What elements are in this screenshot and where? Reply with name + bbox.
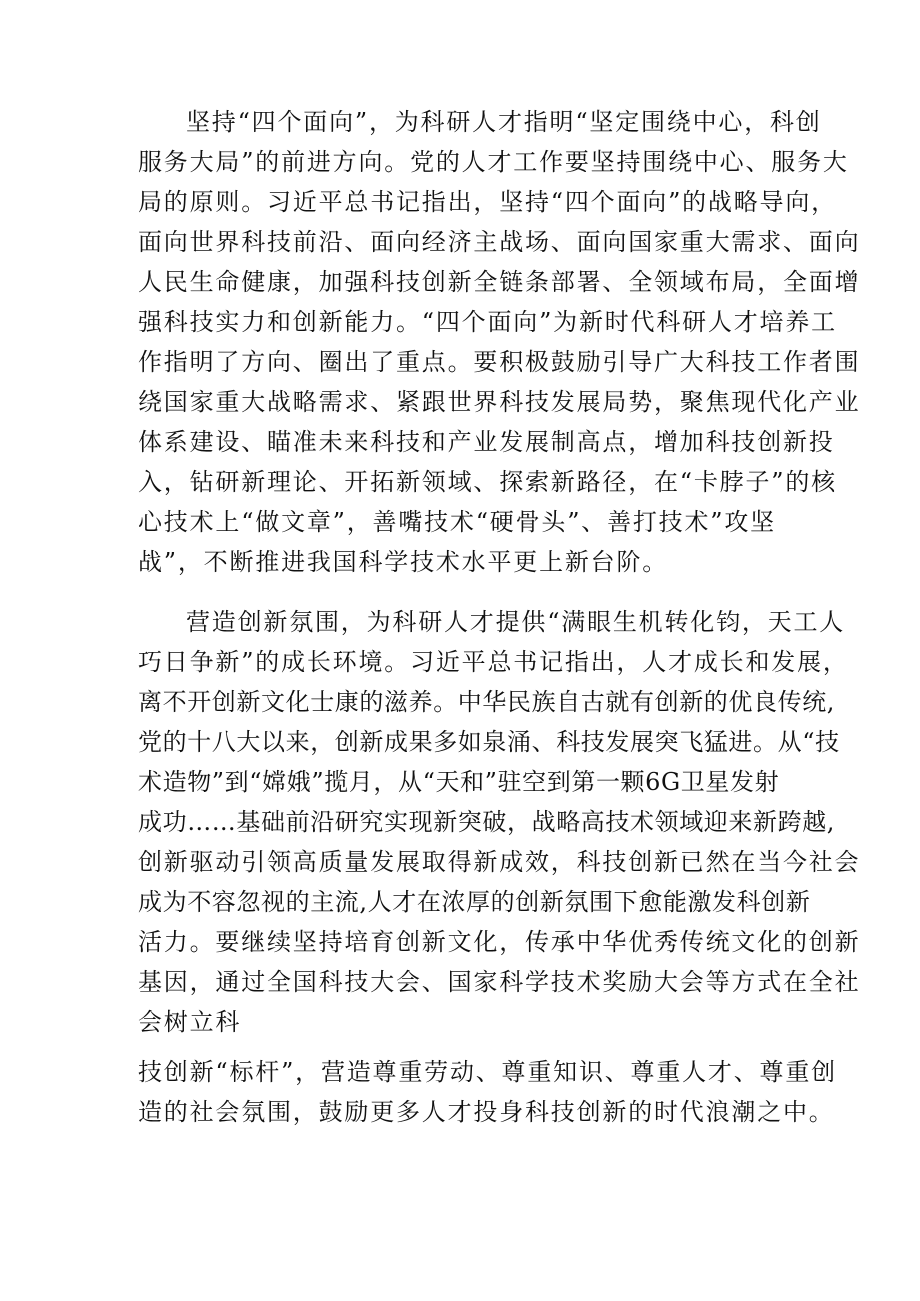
paragraph-2-line-6: 成功……基础前沿研究实现新突破，战略高技术领域迎来新跨越, xyxy=(138,808,836,836)
paragraph-2-line-3: 离不开创新文化士康的滋养。中华民族自古就有创新的优良传统, xyxy=(138,688,836,716)
paragraph-1-line-4: 面向世界科技前沿、面向经济主战场、面向国家重大需求、面向 xyxy=(138,228,861,256)
paragraph-2-line-1: 营造创新氛围，为科研人才提供“满眼生机转化钧，天工人 xyxy=(186,608,846,636)
paragraph-1-line-11: 心技术上“做文章”，善嘴技术“硬骨头”、善打技术”攻坚 xyxy=(138,508,776,536)
paragraph-1-line-10: 入，钻研新理论、开拓新领域、探索新路径，在“卡脖子”的核 xyxy=(138,468,837,496)
paragraph-1-line-7: 作指明了方向、圈出了重点。要积极鼓励引导广大科技工作者围 xyxy=(138,348,861,376)
paragraph-2-line-7: 创新驱动引领高质量发展取得新成效，科技创新已然在当今社会 xyxy=(138,848,861,876)
paragraph-2-line-10: 基因，通过全国科技大会、国家科学技术奖励大会等方式在全社 xyxy=(138,968,861,996)
paragraph-2-line-2: 巧日争新”的成长环境。习近平总书记指出，人才成长和发展， xyxy=(138,648,849,676)
paragraph-1-line-8: 绕国家重大战略需求、紧跟世界科技发展局势，聚焦现代化产业 xyxy=(138,388,861,416)
paragraph-1-line-9: 体系建设、瞄准未来科技和产业发展制高点，增加科技创新投 xyxy=(138,428,835,456)
paragraph-2-line-9: 活力。要继续坚持培育创新文化，传承中华优秀传统文化的创新 xyxy=(138,928,861,956)
paragraph-1-line-3: 局的原则。习近平总书记指出，坚持“四个面向”的战略导向， xyxy=(138,188,837,216)
paragraph-2-line-12: 技创新“标杆”，营造尊重劳动、尊重知识、尊重人才、尊重创 xyxy=(138,1058,837,1086)
paragraph-1-line-5: 人民生命健康，加强科技创新全链条部署、全领域布局，全面增 xyxy=(138,268,861,296)
paragraph-1-line-6: 强科技实力和创新能力。“四个面向”为新时代科研人才培养工 xyxy=(138,308,837,336)
paragraph-1-line-2: 服务大局”的前进方向。党的人才工作要坚持围绕中心、服务大 xyxy=(138,148,849,176)
paragraph-2-line-11: 会树立科 xyxy=(138,1008,242,1036)
paragraph-1-line-12: 战”，不断推进我国科学技术水平更上新台阶。 xyxy=(138,548,669,576)
paragraph-2-line-13: 造的社会氛围，鼓励更多人才投身科技创新的时代浪潮之中。 xyxy=(138,1098,835,1126)
paragraph-2-line-4: 党的十八大以来，创新成果多如泉涌、科技发展突飞猛进。从“技 xyxy=(138,728,840,756)
paragraph-2-line-5: 术造物”到“嫦娥”揽月，从“天和”驻空到第一颗6G卫星发射 xyxy=(138,768,780,796)
paragraph-1-line-1: 坚持“四个面向”，为科研人才指明“坚定围绕中心，科创 xyxy=(186,108,822,136)
paragraph-2-line-8: 成为不容忽视的主流,人才在浓厚的创新氛围下愈能激发科创新 xyxy=(138,888,811,916)
